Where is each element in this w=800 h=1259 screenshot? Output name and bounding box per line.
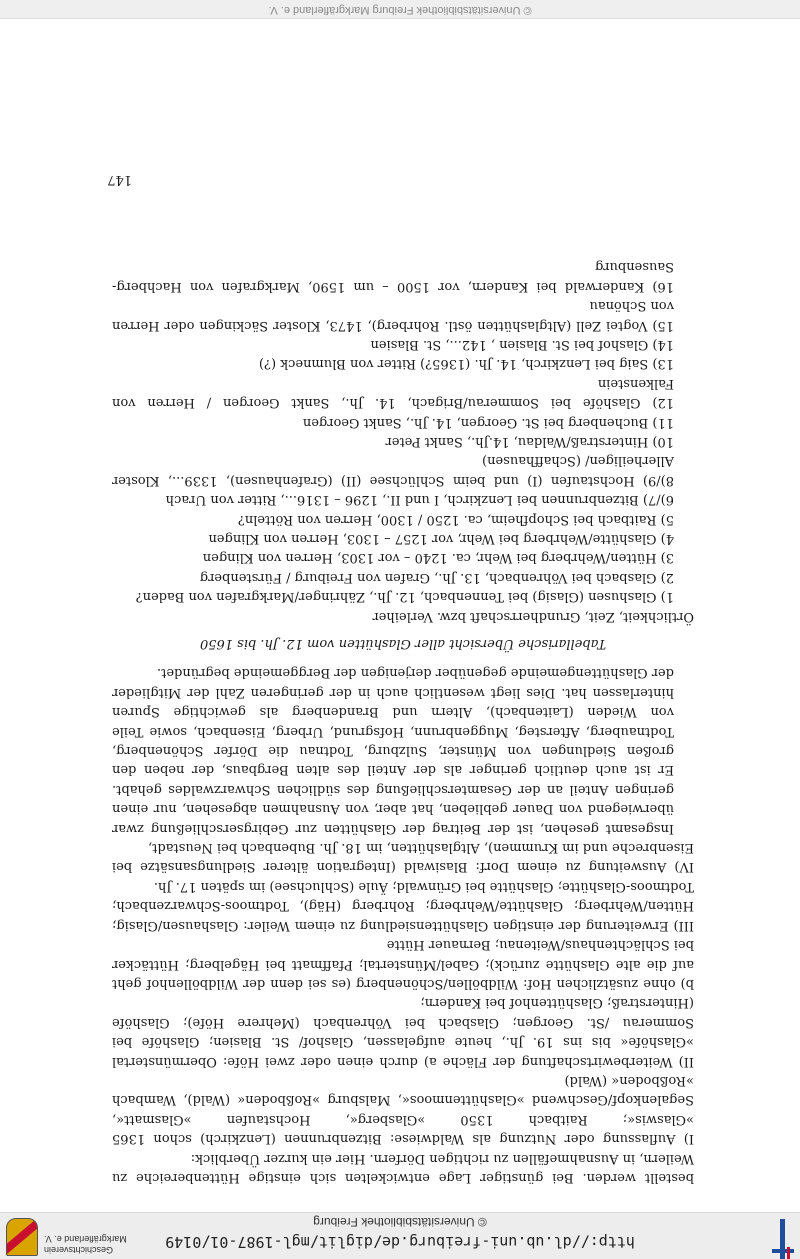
list-item: 15) Vogtei Zell (Altglashütten östl. Rohrberg), 1473, Kloster Säckingen oder Herren von Schönau xyxy=(112,298,674,333)
viewer-header-bar xyxy=(0,1212,800,1259)
library-credit: © Universitätsbibliothek Freiburg xyxy=(313,1215,487,1229)
coat-of-arms-icon xyxy=(6,1218,38,1256)
document-url[interactable]: http://dl.ub.uni-freiburg.de/diglit/mgl-1987-01/0149 xyxy=(165,1233,635,1251)
glassworks-list xyxy=(112,257,694,606)
list-item: 11) Buchenberg bei St. Georgen, 14. Jh., Sankt Georgen xyxy=(302,414,674,430)
society-name xyxy=(44,1233,127,1255)
next-page-strip xyxy=(0,0,800,19)
list-item: 16) Kanderwald bei Kandern, vor 1500 – um 1590, Markgrafen von Hachberg-Sausenburg xyxy=(112,259,674,294)
list-item: 6)/7) Bitzenbrunnen bei Lenzkirch, I und II., 1296 – 1316..., Ritter von Urach xyxy=(165,492,674,508)
list-item: 14) Glashof bei St. Blasien , 142..., St. Blasien xyxy=(370,336,674,352)
next-page-ghost-text: © Universitätsbibliothek Freiburg Markgräflerland e. V. xyxy=(268,4,532,16)
paragraph-category-3: III) Erweiterung der einstigen Glashüttensiedlung zu einem Weiler: Glashausen/Glasig; Hütten/Wehrberg; Glashütte/Wehrberg; Rohrberg (Häg), Todtmoos-Schwarzenbach; Todtmoos-Glashütte; Glashütte bei Grünwald; Äule (Schluchsee) im späten 17. Jh. xyxy=(112,878,694,933)
table-heading: Tabellarische Übersicht aller Glashütten vom 12. Jh. bis 1650 xyxy=(199,636,607,652)
paragraph-summary: Insgesamt gesehen, ist der Beitrag der Glashütten zur Gebirgserschließung zwar überwiegend von Dauer geblieben, hat aber, von Ausnahmen abgesehen, nur einen geringen Anteil an der Gesamterschließung des südlichen Schwarzwaldes gehabt. Er ist auch deutlich geringer als der Anteil des alten Bergbaus, der neben den großen Siedlungen von Münster, Sulzburg, Todtnau die Dörfer Schönenberg, Todtnauberg, Aftersteg, Muggenbrunn, Hofsgrund, Urberg, Eisenbach, sowie Teile von Wieden (Laitenbach), Altern und Brandenberg als gewichtige Spuren hinterlassen hat. Dies liegt wesentlich auch in der geringeren Zahl der Mitglieder der Glashüttengemeinde gegenüber derjenigen der Berggemeinde begründet. xyxy=(112,665,674,836)
society-line-2: Markgräflerland e. V. xyxy=(44,1234,127,1244)
list-item: 5) Raitbach bei Schopfheim, ca. 1250 / 1300, Herren von Rötteln? xyxy=(237,511,674,527)
paragraph-category-2b: b) ohne zusätzlichen Hof: Wildböllen/Schönenberg (es sei denn der Wildböllenhof geht auf die alte Glashütte zurück); Gabel/Münstertal; Pfaffmatt bei Hägelberg; Hüttäcker bei Schlächtenhaus/Weitenau; Bernauer Hütte xyxy=(112,937,694,991)
list-item: 13) Saig bei Lenzkirch, 14. Jh. (1365?) Ritter von Blumneck (?) xyxy=(258,356,674,372)
page-text xyxy=(112,257,694,1187)
page-number: 147 xyxy=(107,172,132,187)
paragraph-category-2a: II) Weiterbewirtschaftung der Fläche a) durch einen oder zwei Höfe: Obermünstertal »Glashöfe« bis ins 19. Jh., heute aufgelassen, Glashof/ St. Blasien; Glashöfe bei Sommerau /St. Georgen; Glasbach bei Vöhrenbach (Mehrere Höfe); Glashöfe (Hinterstraß; Glashüttenhof bei Kandern; xyxy=(112,995,694,1069)
paragraph-category-1: I) Auflassung oder Nutzung als Waldwiese: Bitzenbrunnen (Lenzkirch) schon 1365 »Glaswis«; Raitbach 1350 »Glasberg«, Hochstaufen »Glasmatt«, Segalenkopf/Geschwend »Glashüttenmoos«, Malsburg »Roßboden« (Wald), Wambach »Roßboden« (Wald) xyxy=(112,1072,694,1147)
table-column-header: Örtlichkeit, Zeit, Grundherrschaft bzw. Verleiher xyxy=(372,608,694,624)
paragraph-intro: bestellt werden. Bei günstiger Lage entwickelten sich einstige Hüttenbereiche zu Weilern, in Ausnahmefällen zu richtigen Dörfern. Hier ein kurzer Überblick: xyxy=(112,1150,694,1185)
society-line-1: Geschichtsverein xyxy=(44,1245,114,1255)
list-item: 3) Hütten/Wehrberg bei Wehr, ca. 1240 – vor 1303, Herren von Klingen xyxy=(202,550,674,566)
list-item: 12) Glashöfe bei Sommerau/Brigach, 14. Jh., Sankt Georgen / Herren von Falkenstein xyxy=(112,375,674,411)
list-item: 4) Glashütte/Wehrberg bei Wehr, vor 1257 – 1303, Herren von Klingen xyxy=(208,531,674,546)
list-item: 2) Glasbach bei Vöhrenbach, 13. Jh., Grafen von Freiburg / Fürstenberg xyxy=(199,569,674,585)
list-item: 1) Glashusen (Glasig) bei Tennenbach, 12. Jh., Zähringer/Markgrafen von Baden? xyxy=(135,589,674,605)
list-item: 10) Hinterstraß/Waldau, 14.Jh., Sankt Peter xyxy=(385,433,674,449)
paragraph-category-4: IV) Ausweitung zu einem Dorf: Blasiwald (Integration älterer Siedlungsansätze bei Eisenbreche und im Krummen), Altglashütten, im 18. Jh. Bubenbach bei Neustadt, xyxy=(112,840,694,875)
list-item: 8)/9) Hochstaufen (I) und beim Schlüchsee (II) (Grafenhausen), 1339..., Kloster Allerheiligen/ (Schaffhausen) xyxy=(112,453,674,488)
